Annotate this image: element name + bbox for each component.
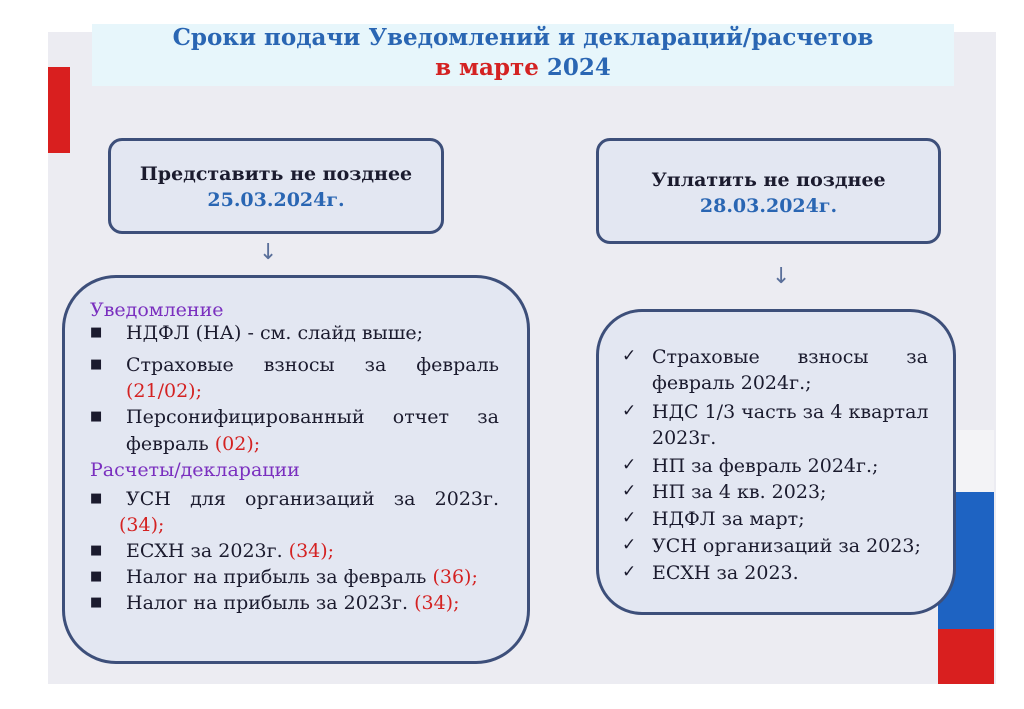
square-bullet-icon: ■ — [90, 325, 103, 340]
form-code: (36); — [432, 566, 478, 588]
square-bullet-icon: ■ — [90, 409, 103, 424]
form-code: (34); — [288, 540, 335, 562]
list-item: Страховые взносы за февраль — [126, 354, 499, 376]
list-item: ЕСХН за 2023. — [652, 562, 799, 584]
list-item: Персонифицированный отчет за — [126, 406, 499, 428]
form-code: (34); — [414, 592, 460, 614]
list-item-text: февраль — [126, 433, 209, 455]
list-item-continuation — [126, 431, 260, 457]
page-title: Сроки подачи Уведомлений и деклараций/расчетов — [172, 24, 874, 51]
square-bullet-icon: ■ — [90, 569, 103, 584]
list-item: НП за 4 кв. 2023; — [652, 481, 827, 503]
payment-deadline-box — [596, 138, 941, 244]
list-item: УСН организаций за 2023; — [652, 535, 921, 557]
section-title-notifications: Уведомление — [90, 299, 224, 321]
list-item-continuation: 2023г. — [652, 427, 717, 449]
list-item — [126, 564, 478, 590]
payment-deadline-label: Уплатить не позднее — [651, 169, 886, 191]
list-item: НДС 1/3 часть за 4 квартал — [652, 401, 929, 423]
check-mark-icon: ✓ — [622, 481, 637, 501]
square-bullet-icon: ■ — [90, 357, 103, 372]
subtitle-month: в марте — [435, 54, 539, 81]
flag-stripe-red — [938, 629, 994, 684]
list-item-text: Налог на прибыль за февраль — [126, 566, 427, 588]
check-mark-icon: ✓ — [622, 401, 637, 421]
square-bullet-icon: ■ — [90, 595, 103, 610]
check-mark-icon: ✓ — [622, 562, 637, 582]
check-mark-icon: ✓ — [622, 455, 637, 475]
down-arrow-icon: ↓ — [259, 240, 278, 265]
submit-deadline-box — [108, 138, 444, 234]
square-bullet-icon: ■ — [90, 491, 103, 506]
square-bullet-icon: ■ — [90, 543, 103, 558]
payment-deadline-date: 28.03.2024г. — [699, 195, 838, 217]
down-arrow-icon: ↓ — [772, 264, 791, 289]
check-mark-icon: ✓ — [622, 508, 637, 528]
list-item: НДФЛ (НА) - см. слайд выше; — [126, 322, 424, 344]
list-item-continuation: февраль 2024г.; — [652, 372, 812, 394]
title-banner — [92, 24, 954, 86]
list-item — [126, 590, 459, 616]
list-item: НДФЛ за март; — [652, 508, 805, 530]
list-item-text: ЕСХН за 2023г. — [126, 540, 283, 562]
submit-deadline-label: Представить не позднее — [139, 163, 413, 185]
red-accent-stripe — [48, 67, 70, 153]
list-item: Страховые взносы за — [652, 346, 928, 368]
list-item: УСН для организаций за 2023г. — [126, 488, 499, 510]
list-item: НП за февраль 2024г.; — [652, 455, 879, 477]
page-subtitle — [92, 54, 954, 82]
form-code: (21/02); — [126, 380, 202, 402]
check-mark-icon: ✓ — [622, 535, 637, 555]
form-code: (02); — [214, 433, 261, 455]
list-item — [126, 538, 334, 564]
check-mark-icon: ✓ — [622, 346, 637, 366]
submit-deadline-date: 25.03.2024г. — [207, 189, 345, 211]
list-item-text: Налог на прибыль за 2023г. — [126, 592, 409, 614]
subtitle-year: 2024 — [546, 54, 611, 81]
section-title-declarations: Расчеты/декларации — [90, 459, 300, 481]
form-code: (34); — [119, 514, 165, 536]
